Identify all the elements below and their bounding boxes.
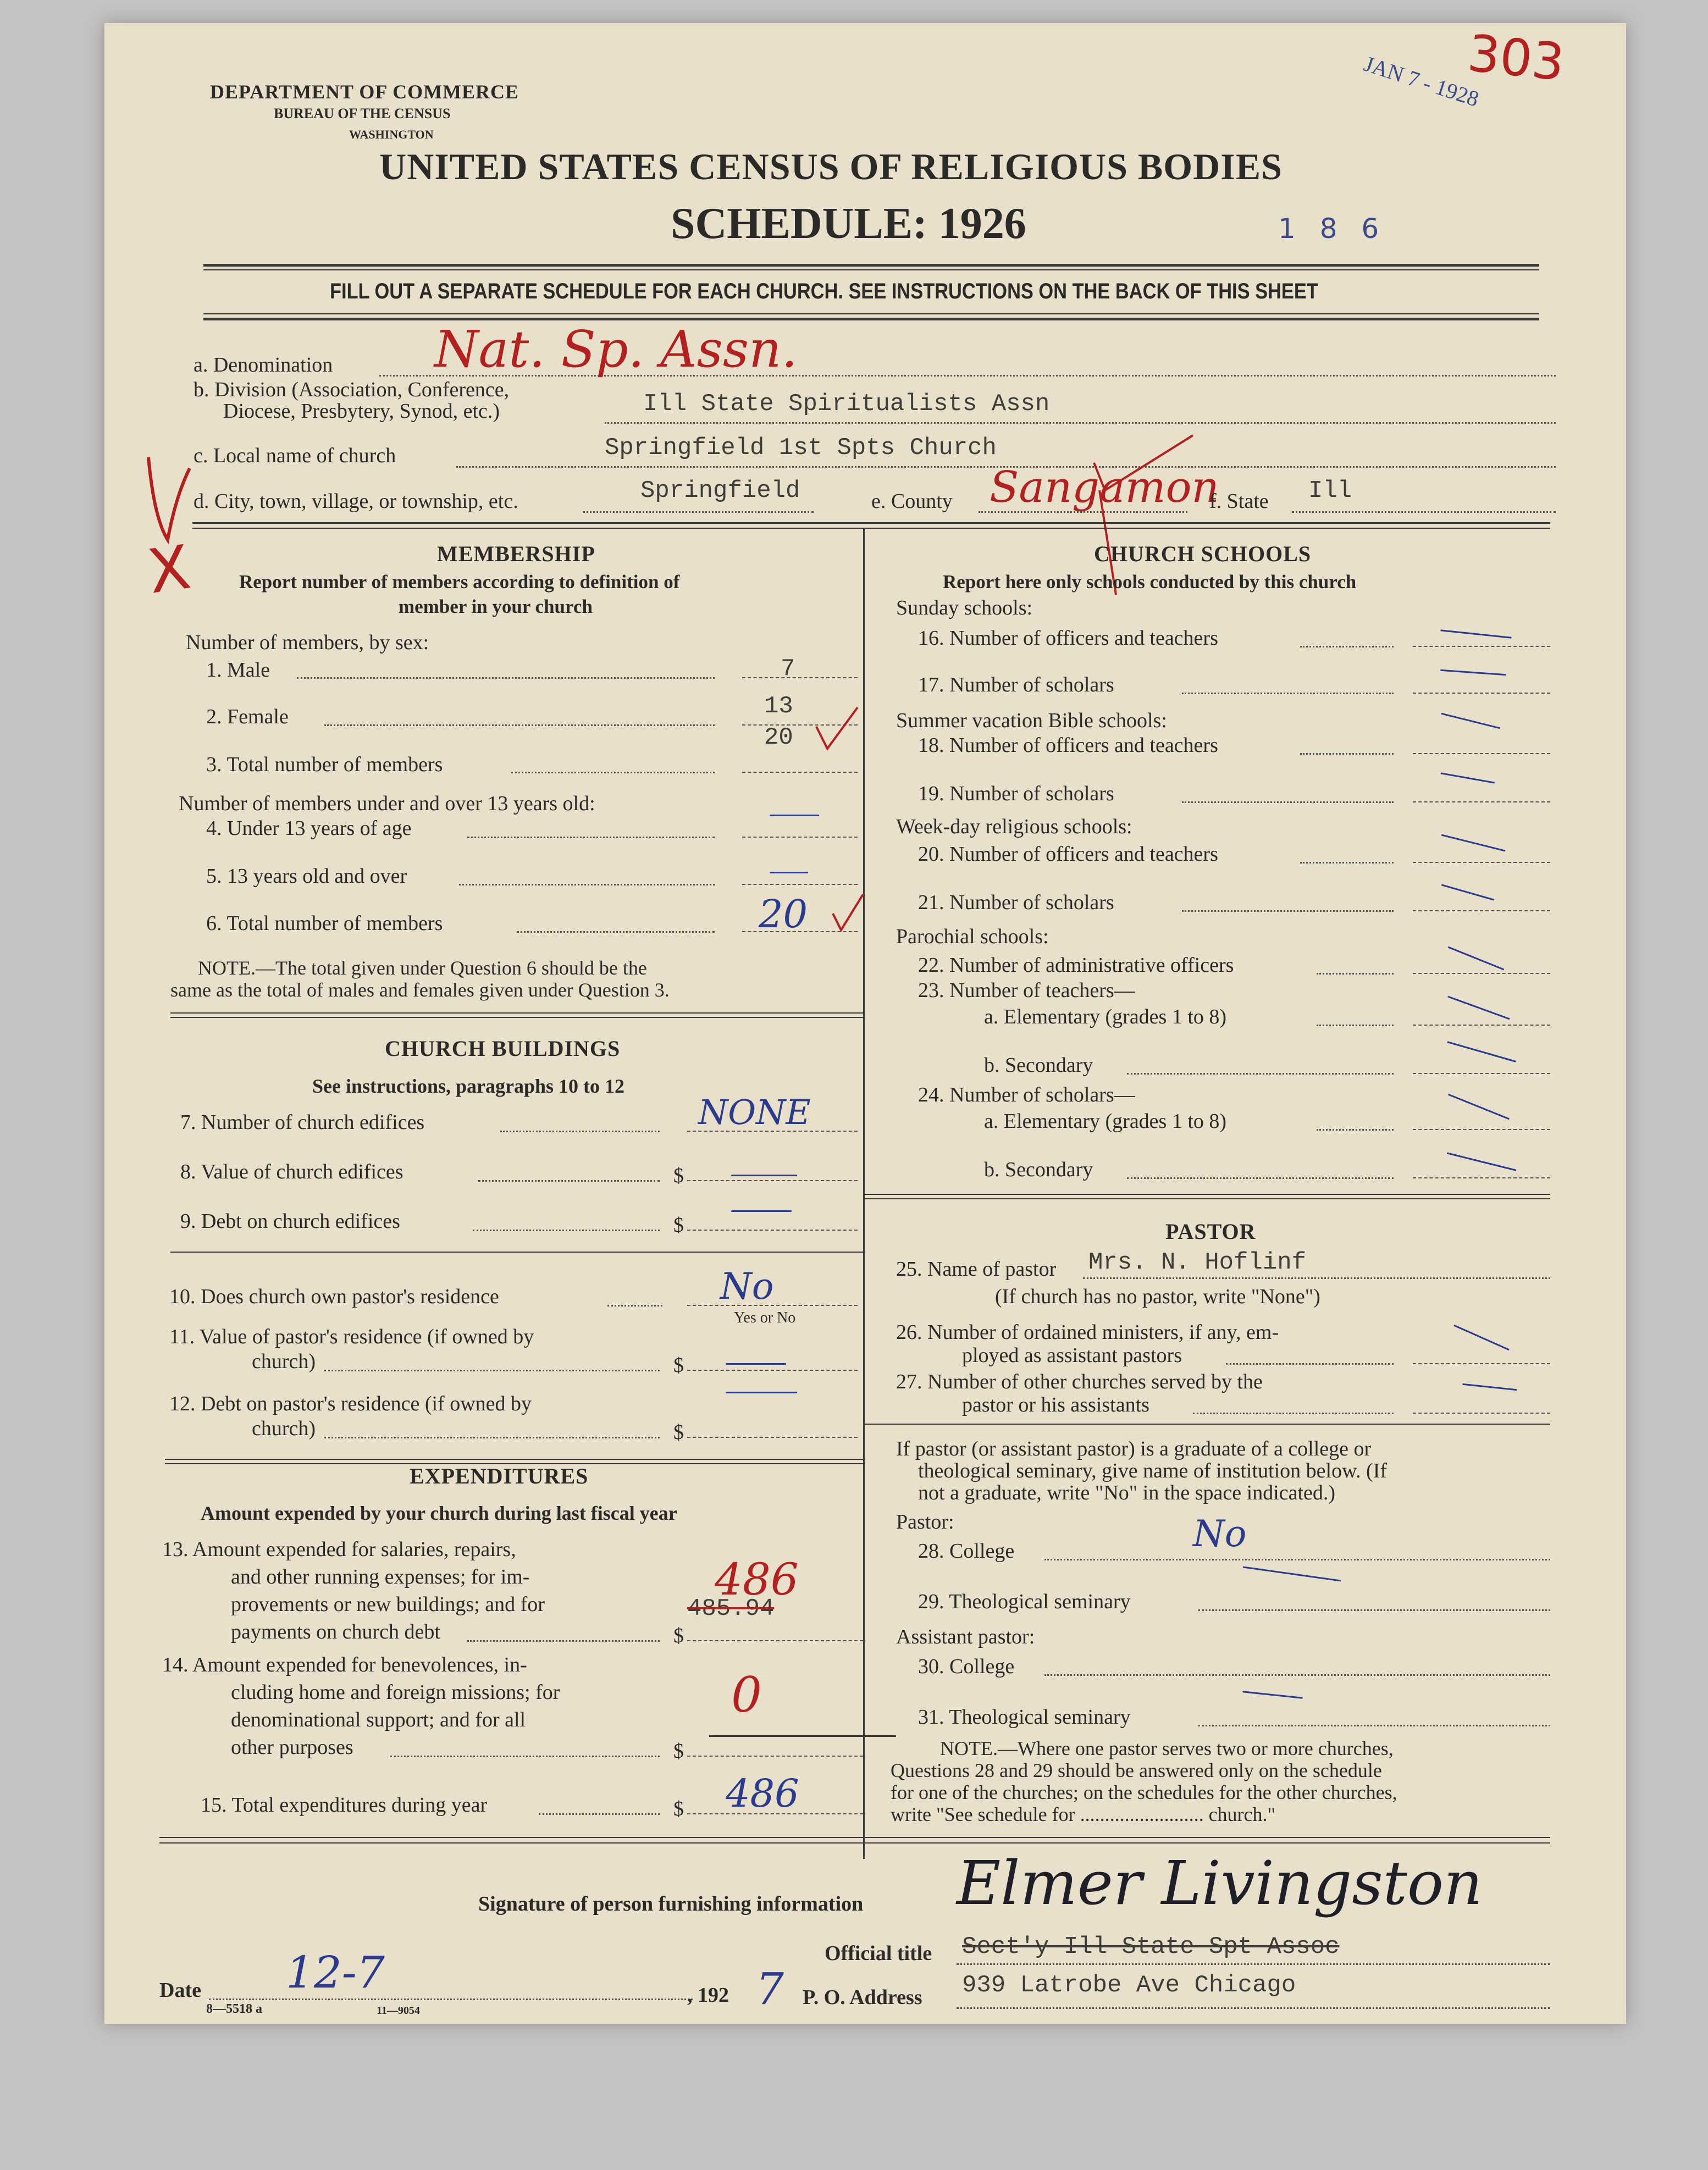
pastor-note: for one of the churches; on the schedules for the other churches, (891, 1781, 1397, 1803)
q4-label: 4. Under 13 years of age (206, 817, 412, 840)
q17-label: 17. Number of scholars (918, 673, 1114, 696)
q25-note: (If church has no pastor, write "None") (995, 1285, 1320, 1308)
fill-line (1127, 1177, 1394, 1179)
fill-line (1182, 693, 1394, 694)
margin-x-mark: X (143, 532, 195, 607)
check-mark-icon (830, 892, 869, 935)
q11-value-dash (726, 1363, 786, 1365)
q8-label: 8. Value of church edifices (180, 1160, 403, 1183)
fill-line (324, 1370, 660, 1371)
date-value[interactable]: 12-7 (286, 1947, 385, 1998)
fill-line (1193, 1413, 1394, 1414)
q4-value-dash (770, 815, 819, 816)
q20-value-dash (1441, 834, 1505, 852)
q23-label: 23. Number of teachers— (918, 979, 1135, 1002)
fill-line (500, 1131, 660, 1132)
city-value[interactable]: Springfield (640, 477, 800, 505)
answer-line (687, 1180, 858, 1181)
q9-label: 9. Debt on church edifices (180, 1210, 400, 1233)
fill-line (1317, 1025, 1394, 1026)
graduate-instructions: If pastor (or assistant pastor) is a graduate of a college or (896, 1437, 1372, 1460)
print-number: 11—9054 (377, 2005, 420, 2017)
membership-note: same as the total of males and females given under Question 3. (170, 979, 670, 1001)
fill-line (957, 1963, 1550, 1965)
answer-line (742, 837, 858, 838)
membership-note: NOTE.—The total given under Question 6 should be the (198, 957, 647, 979)
sunday-schools-label: Sunday schools: (896, 596, 1033, 619)
fill-line (1317, 973, 1394, 975)
q19-value-dash (1440, 772, 1495, 783)
answer-line (742, 884, 858, 885)
q8-value-dash (731, 1175, 797, 1176)
q10-value[interactable]: No (720, 1265, 774, 1308)
q24-label: 24. Number of scholars— (918, 1083, 1135, 1106)
reference-number: 1 8 6 (1278, 213, 1387, 245)
q16-value-dash (1440, 629, 1512, 639)
q22-value-dash (1447, 946, 1504, 971)
division-label-line2: Diocese, Presbytery, Synod, etc.) (223, 400, 500, 423)
rule (864, 1194, 1550, 1195)
check-mark-icon (814, 705, 863, 754)
county-label: e. County (871, 490, 953, 513)
q14-label-cont: cluding home and foreign missions; for (231, 1681, 560, 1704)
q15-value[interactable]: 486 (726, 1771, 799, 1816)
members-by-age-label: Number of members under and over 13 years old: (179, 792, 595, 815)
pastor-note: NOTE.—Where one pastor serves two or more churches, (940, 1737, 1394, 1759)
fill-line (390, 1756, 660, 1757)
weekday-schools-label: Week-day religious schools: (896, 815, 1132, 838)
fill-line (1198, 1725, 1550, 1726)
q5-value-dash (770, 872, 808, 873)
fill-line (1044, 1559, 1550, 1560)
pastor-subheading: Pastor: (896, 1510, 954, 1534)
fill-line (517, 931, 715, 933)
bureau-heading: BUREAU OF THE CENSUS (274, 106, 451, 121)
pastor-name-value[interactable]: Mrs. N. Hoflinf (1088, 1249, 1307, 1276)
q21-value-dash (1441, 884, 1495, 900)
state-label: f. State (1209, 490, 1269, 513)
po-address-label: P. O. Address (803, 1986, 922, 2009)
fill-line (459, 884, 715, 885)
local-name-label: c. Local name of church (194, 444, 396, 467)
instructions-line: FILL OUT A SEPARATE SCHEDULE FOR EACH CHURCH. SEE INSTRUCTIONS ON THE BACK OF THIS SHEET (330, 279, 1318, 303)
q24a-value-dash (1448, 1094, 1510, 1120)
fill-line (467, 837, 715, 838)
q20-label: 20. Number of officers and teachers (918, 843, 1218, 866)
q31-value-dash (1242, 1691, 1303, 1698)
rule (203, 318, 1539, 320)
answer-line (1413, 1025, 1550, 1026)
received-date-stamp: JAN 7 - 1928 (1361, 51, 1482, 112)
stamp-number: 303 (1464, 24, 1567, 92)
rule (864, 1424, 1550, 1425)
rule (159, 1837, 1550, 1838)
q26-label-cont: ployed as assistant pastors (962, 1344, 1182, 1367)
county-value[interactable]: Sangamon (990, 463, 1219, 512)
church-schools-heading: CHURCH SCHOOLS (1094, 541, 1312, 566)
fill-line (467, 1640, 660, 1642)
fill-line (583, 511, 814, 513)
q9-value-dash (731, 1210, 792, 1212)
fill-line (1300, 862, 1394, 863)
membership-sub: member in your church (399, 596, 593, 617)
rule (165, 1459, 864, 1460)
q3-label: 3. Total number of members (206, 753, 443, 776)
city-label: d. City, town, village, or township, etc. (194, 490, 518, 513)
state-value[interactable]: Ill (1308, 477, 1352, 505)
q27-label-cont: pastor or his assistants (962, 1393, 1149, 1416)
dollar-sign: $ (673, 1740, 684, 1763)
buildings-sub: See instructions, paragraphs 10 to 12 (312, 1075, 625, 1097)
q13-struck-value: 485.94 (687, 1595, 775, 1623)
q30-label: 30. College (918, 1655, 1015, 1678)
pastor-heading: PASTOR (1165, 1219, 1256, 1244)
signature-label: Signature of person furnishing information (478, 1892, 864, 1916)
check-mark-icon (137, 452, 203, 562)
fill-line (1182, 801, 1394, 803)
q13-label: 13. Amount expended for salaries, repairs, (162, 1538, 516, 1561)
answer-line (687, 1437, 858, 1438)
q13-label-cont: and other running expenses; for im- (231, 1565, 530, 1588)
dept-heading: DEPARTMENT OF COMMERCE (210, 81, 519, 103)
q24b-label: b. Secondary (984, 1158, 1093, 1181)
q23a-label: a. Elementary (grades 1 to 8) (984, 1005, 1227, 1028)
q13-label-cont: provements or new buildings; and for (231, 1593, 545, 1616)
fill-line (324, 724, 715, 726)
membership-heading: MEMBERSHIP (437, 541, 595, 566)
answer-line (1413, 753, 1550, 754)
rule (170, 1252, 864, 1253)
answer-line (742, 772, 858, 773)
q28-value[interactable]: No (1193, 1513, 1247, 1555)
q12-value-dash (726, 1392, 797, 1393)
q18-value-dash (1441, 713, 1500, 729)
rule (170, 1017, 864, 1018)
fill-line (511, 772, 715, 773)
q12-label: 12. Debt on pastor's residence (if owned by (169, 1392, 532, 1415)
q1-label: 1. Male (206, 658, 270, 682)
division-label-line1: b. Division (Association, Conference, (194, 378, 510, 401)
q7-label: 7. Number of church edifices (180, 1111, 425, 1134)
answer-line (1413, 1177, 1550, 1178)
rule (192, 522, 1550, 524)
dollar-sign: $ (673, 1797, 684, 1820)
answer-line (1413, 646, 1550, 647)
dollar-sign: $ (673, 1421, 684, 1444)
expenditures-sub: Amount expended by your church during last fiscal year (201, 1502, 677, 1524)
q6-label: 6. Total number of members (206, 912, 443, 935)
q13-label-cont: payments on church debt (231, 1620, 440, 1643)
fill-line (1292, 511, 1556, 513)
rule (192, 528, 1550, 529)
fill-line (1226, 1363, 1394, 1365)
members-by-sex-label: Number of members, by sex: (186, 631, 429, 654)
fill-line (1083, 1277, 1550, 1279)
fill-line (1198, 1609, 1550, 1611)
rule (203, 269, 1539, 270)
q5-label: 5. 13 years old and over (206, 865, 407, 888)
summer-schools-label: Summer vacation Bible schools: (896, 709, 1167, 732)
answer-line (687, 1230, 858, 1231)
q2-value[interactable]: 13 (764, 693, 793, 720)
graduate-instructions: not a graduate, write "No" in the space indicated.) (918, 1481, 1336, 1504)
schools-sub: Report here only schools conducted by this church (943, 571, 1357, 593)
q18-label: 18. Number of officers and teachers (918, 734, 1218, 757)
q11-label-cont: church) (252, 1350, 316, 1373)
fill-line (1127, 1073, 1394, 1075)
q15-label: 15. Total expenditures during year (201, 1793, 488, 1817)
po-address-value[interactable]: 939 Latrobe Ave Chicago (962, 1972, 1296, 1999)
fill-line (1317, 1129, 1394, 1131)
q26-label: 26. Number of ordained ministers, if any, em- (896, 1321, 1279, 1344)
fill-line (539, 1813, 660, 1815)
official-title-value[interactable]: Sect'y Ill State Spt Assoc (962, 1933, 1340, 1961)
q14-label-cont: denominational support; and for all (231, 1708, 526, 1731)
dollar-sign: $ (673, 1164, 684, 1187)
date-label: Date (159, 1979, 201, 2002)
fill-line (209, 1999, 693, 2000)
q24b-value-dash (1447, 1152, 1517, 1171)
denomination-value[interactable]: Nat. Sp. Assn. (434, 320, 798, 379)
local-name-value[interactable]: Springfield 1st Spts Church (605, 434, 997, 462)
answer-line (1413, 1413, 1550, 1414)
fill-line (297, 677, 715, 679)
q28-label: 28. College (918, 1540, 1015, 1563)
fill-line (473, 1230, 660, 1231)
q16-label: 16. Number of officers and teachers (918, 627, 1218, 650)
q14-label-cont: other purposes (231, 1736, 353, 1759)
fill-line (605, 422, 1556, 424)
parochial-schools-label: Parochial schools: (896, 925, 1049, 948)
division-value[interactable]: Ill State Spiritualists Assn (643, 390, 1050, 418)
yes-or-no-hint: Yes or No (734, 1309, 796, 1326)
q7-value[interactable]: NONE (698, 1092, 811, 1132)
pastor-note: Questions 28 and 29 should be answered only on the schedule (891, 1759, 1382, 1781)
q3-value[interactable]: 20 (764, 724, 793, 751)
fill-line (324, 1437, 660, 1438)
census-schedule-sheet (104, 23, 1626, 2024)
expenditures-heading: EXPENDITURES (410, 1464, 589, 1488)
year-prefix: , 192 (687, 1984, 729, 2007)
answer-line (742, 677, 858, 678)
q2-label: 2. Female (206, 705, 289, 728)
q22-label: 22. Number of administrative officers (918, 954, 1234, 977)
dollar-sign: $ (673, 1354, 684, 1377)
q27-label: 27. Number of other churches served by the (896, 1370, 1263, 1393)
buildings-heading: CHURCH BUILDINGS (385, 1036, 621, 1061)
official-title-label: Official title (825, 1942, 932, 1965)
dollar-sign: $ (673, 1624, 684, 1647)
fill-line (1300, 753, 1394, 755)
q23a-value-dash (1447, 996, 1510, 1020)
q24a-label: a. Elementary (grades 1 to 8) (984, 1110, 1227, 1133)
q29-label: 29. Theological seminary (918, 1590, 1131, 1613)
q14-value[interactable]: 0 (731, 1667, 762, 1723)
q31-label: 31. Theological seminary (918, 1706, 1131, 1729)
q14-label: 14. Amount expended for benevolences, in- (162, 1653, 527, 1676)
q10-label: 10. Does church own pastor's residence (169, 1285, 499, 1308)
graduate-instructions: theological seminary, give name of institution below. (If (918, 1459, 1388, 1482)
answer-line (1413, 1129, 1550, 1130)
answer-line (687, 1756, 863, 1757)
fill-line (478, 1180, 660, 1182)
q17-value-dash (1440, 669, 1506, 676)
rule (170, 1012, 864, 1014)
dollar-sign: $ (673, 1214, 684, 1237)
q23b-label: b. Secondary (984, 1054, 1093, 1077)
q29-value-dash (1243, 1566, 1341, 1581)
form-number: 8—5518 a (206, 2002, 262, 2016)
q27-value-dash (1462, 1383, 1517, 1391)
q21-label: 21. Number of scholars (918, 891, 1114, 914)
signature-value[interactable]: Elmer Livingston (957, 1848, 1483, 1918)
denomination-label: a. Denomination (194, 353, 333, 377)
answer-line (1413, 693, 1550, 694)
rule (203, 264, 1539, 267)
rule (159, 1842, 1550, 1844)
answer-line (687, 1640, 863, 1641)
answer-line (1413, 910, 1550, 911)
q13-value[interactable]: 486 (715, 1554, 799, 1605)
rule (864, 1198, 1550, 1199)
membership-sub: Report number of members according to definition of (239, 571, 680, 593)
q1-value[interactable]: 7 (781, 655, 795, 683)
year-value[interactable]: 7 (756, 1963, 784, 2014)
fill-line (607, 1305, 662, 1307)
city-heading: WASHINGTON (349, 128, 434, 141)
pastor-note: write "See schedule for ......................... church." (891, 1803, 1276, 1825)
q26-value-dash (1453, 1325, 1510, 1350)
fill-line (1044, 1674, 1550, 1676)
answer-line (1413, 973, 1550, 974)
q23b-value-dash (1447, 1041, 1516, 1062)
q12-label-cont: church) (252, 1417, 316, 1440)
answer-line (687, 1370, 858, 1371)
q11-label: 11. Value of pastor's residence (if owned by (169, 1325, 534, 1348)
q6-value[interactable]: 20 (759, 892, 808, 937)
q25-label: 25. Name of pastor (896, 1258, 1057, 1281)
schedule-year: SCHEDULE: 1926 (671, 200, 1026, 248)
rule (203, 313, 1539, 314)
fill-line (957, 2007, 1550, 2009)
rule (709, 1735, 896, 1737)
answer-line (1413, 1073, 1550, 1074)
form-title: UNITED STATES CENSUS OF RELIGIOUS BODIES (379, 146, 1283, 187)
answer-line (1413, 862, 1550, 863)
answer-line (1413, 801, 1550, 802)
assistant-pastor-subheading: Assistant pastor: (896, 1625, 1035, 1648)
q19-label: 19. Number of scholars (918, 782, 1114, 805)
fill-line (1300, 646, 1394, 647)
fill-line (1182, 910, 1394, 912)
answer-line (1413, 1363, 1550, 1364)
